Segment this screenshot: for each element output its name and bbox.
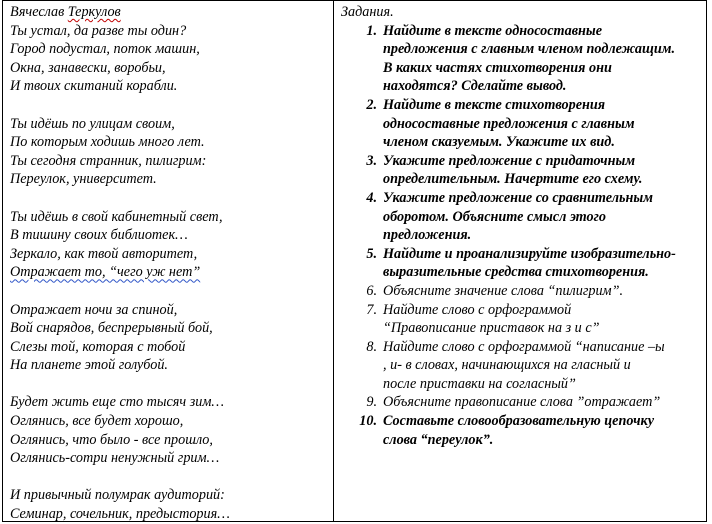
- task-number: 1.: [366, 22, 377, 39]
- task-line: определительным. Начертите его схему.: [383, 171, 643, 188]
- task-number: 2.: [366, 96, 377, 113]
- task-item: [341, 282, 703, 301]
- stanza-gap: [10, 96, 328, 115]
- task-line: членом сказуемым. Укажите их вид.: [383, 134, 615, 151]
- task-item: [341, 152, 703, 189]
- stanza-gap: [10, 375, 328, 394]
- poem-line: Зеркало, как твой авторитет,: [10, 245, 198, 262]
- task-line: В каких частях стихотворения они: [383, 59, 612, 76]
- task-line: Составьте словообразовательную цепочку: [383, 413, 655, 430]
- task-line: “Правописание приставок на з и с”: [383, 320, 600, 337]
- task-line: Укажите предложение со сравнительным: [383, 189, 653, 206]
- task-line: Найдите слово с орфограммой “написание –ы: [383, 338, 665, 355]
- task-line: Объясните правописание слова ”отражает”: [383, 394, 661, 411]
- column-divider: [333, 0, 334, 522]
- task-item: [341, 338, 703, 394]
- poem-line: Оглянись-сотри ненужный грим…: [10, 450, 220, 467]
- poem-line: Город подустал, поток машин,: [10, 41, 200, 58]
- task-number: 6.: [366, 282, 377, 299]
- poem-author: [10, 3, 328, 22]
- task-line: находятся? Сделайте вывод.: [383, 78, 567, 95]
- poem-line: Ты сегодня странник, пилигрим:: [10, 152, 207, 169]
- stanza-gap: [10, 189, 328, 208]
- task-line: предложения.: [383, 227, 472, 244]
- task-number: 7.: [366, 301, 377, 318]
- author-first-name: Вячеслав: [10, 4, 65, 20]
- poem-line: В тишину своих библиотек…: [10, 227, 188, 244]
- task-line: предложения с главным членом подлежащим.: [383, 41, 675, 58]
- poem-line: Переулок, университет.: [10, 171, 157, 188]
- poem-line: Будет жить еще сто тысяч зим…: [10, 394, 224, 411]
- task-line: слова “переулок”.: [383, 431, 494, 448]
- task-line: односоставные предложения с главным: [383, 115, 635, 132]
- poem-line: Слезы той, которая с тобой: [10, 338, 186, 355]
- stanza-gap: [10, 282, 328, 301]
- task-item: [341, 189, 703, 245]
- poem-line: Отражает то, “чего уж нет”: [10, 264, 201, 281]
- task-number: 4.: [366, 189, 377, 206]
- task-line: Объясните значение слова “пилигрим”.: [383, 282, 624, 299]
- task-item: [341, 96, 703, 152]
- task-item: [341, 22, 703, 96]
- task-number: 10.: [359, 413, 377, 430]
- poem-line: Окна, занавески, воробьи,: [10, 59, 166, 76]
- task-line: после приставки на согласный”: [383, 375, 576, 392]
- poem-line: Ты идёшь по улицам своим,: [10, 115, 175, 132]
- poem-line: Вой снарядов, беспрерывный бой,: [10, 320, 213, 337]
- task-number: 5.: [366, 245, 377, 262]
- poem-line: И твоих скитаний корабли.: [10, 78, 178, 95]
- task-line: , и- в словах, начинающихся на гласный и: [383, 357, 631, 374]
- author-last-name: Теркулов: [67, 4, 121, 20]
- task-item: [341, 393, 703, 412]
- poem-line: По которым ходишь много лет.: [10, 134, 205, 151]
- poem-line: Ты идёшь в свой кабинетный свет,: [10, 208, 223, 225]
- poem-line: Ты устал, да разве ты один?: [10, 22, 187, 39]
- task-line: оборотом. Объясните смысл этого: [383, 208, 606, 225]
- task-line: Найдите слово с орфограммой: [383, 301, 572, 318]
- poem-line: И привычный полумрак аудиторий:: [10, 487, 225, 504]
- stanza-gap: [10, 468, 328, 487]
- task-line: Укажите предложение с придаточным: [383, 152, 636, 169]
- task-line: выразительные средства стихотворения.: [383, 264, 649, 281]
- task-item: [341, 245, 703, 282]
- poem-line: Отражает ночи за спиной,: [10, 301, 178, 318]
- tasks-heading: Задания.: [341, 4, 394, 20]
- poem-line: Оглянись, все будет хорошо,: [10, 413, 184, 430]
- task-number: 3.: [366, 152, 377, 169]
- task-number: 8.: [366, 338, 377, 355]
- poem-line: Оглянись, что было - все прошло,: [10, 431, 213, 448]
- task-line: Найдите в тексте односоставные: [383, 22, 603, 39]
- task-number: 9.: [366, 394, 377, 411]
- poem-column: [10, 3, 328, 524]
- task-line: Найдите в тексте стихотворения: [383, 96, 606, 113]
- task-item: [341, 301, 703, 338]
- poem-line: Семинар, сочельник, предыстория…: [10, 506, 230, 523]
- task-item: [341, 412, 703, 449]
- task-line: Найдите и проанализируйте изобразительно-: [383, 245, 676, 262]
- poem-line: На планете этой голубой.: [10, 357, 168, 374]
- tasks-column: [341, 3, 703, 449]
